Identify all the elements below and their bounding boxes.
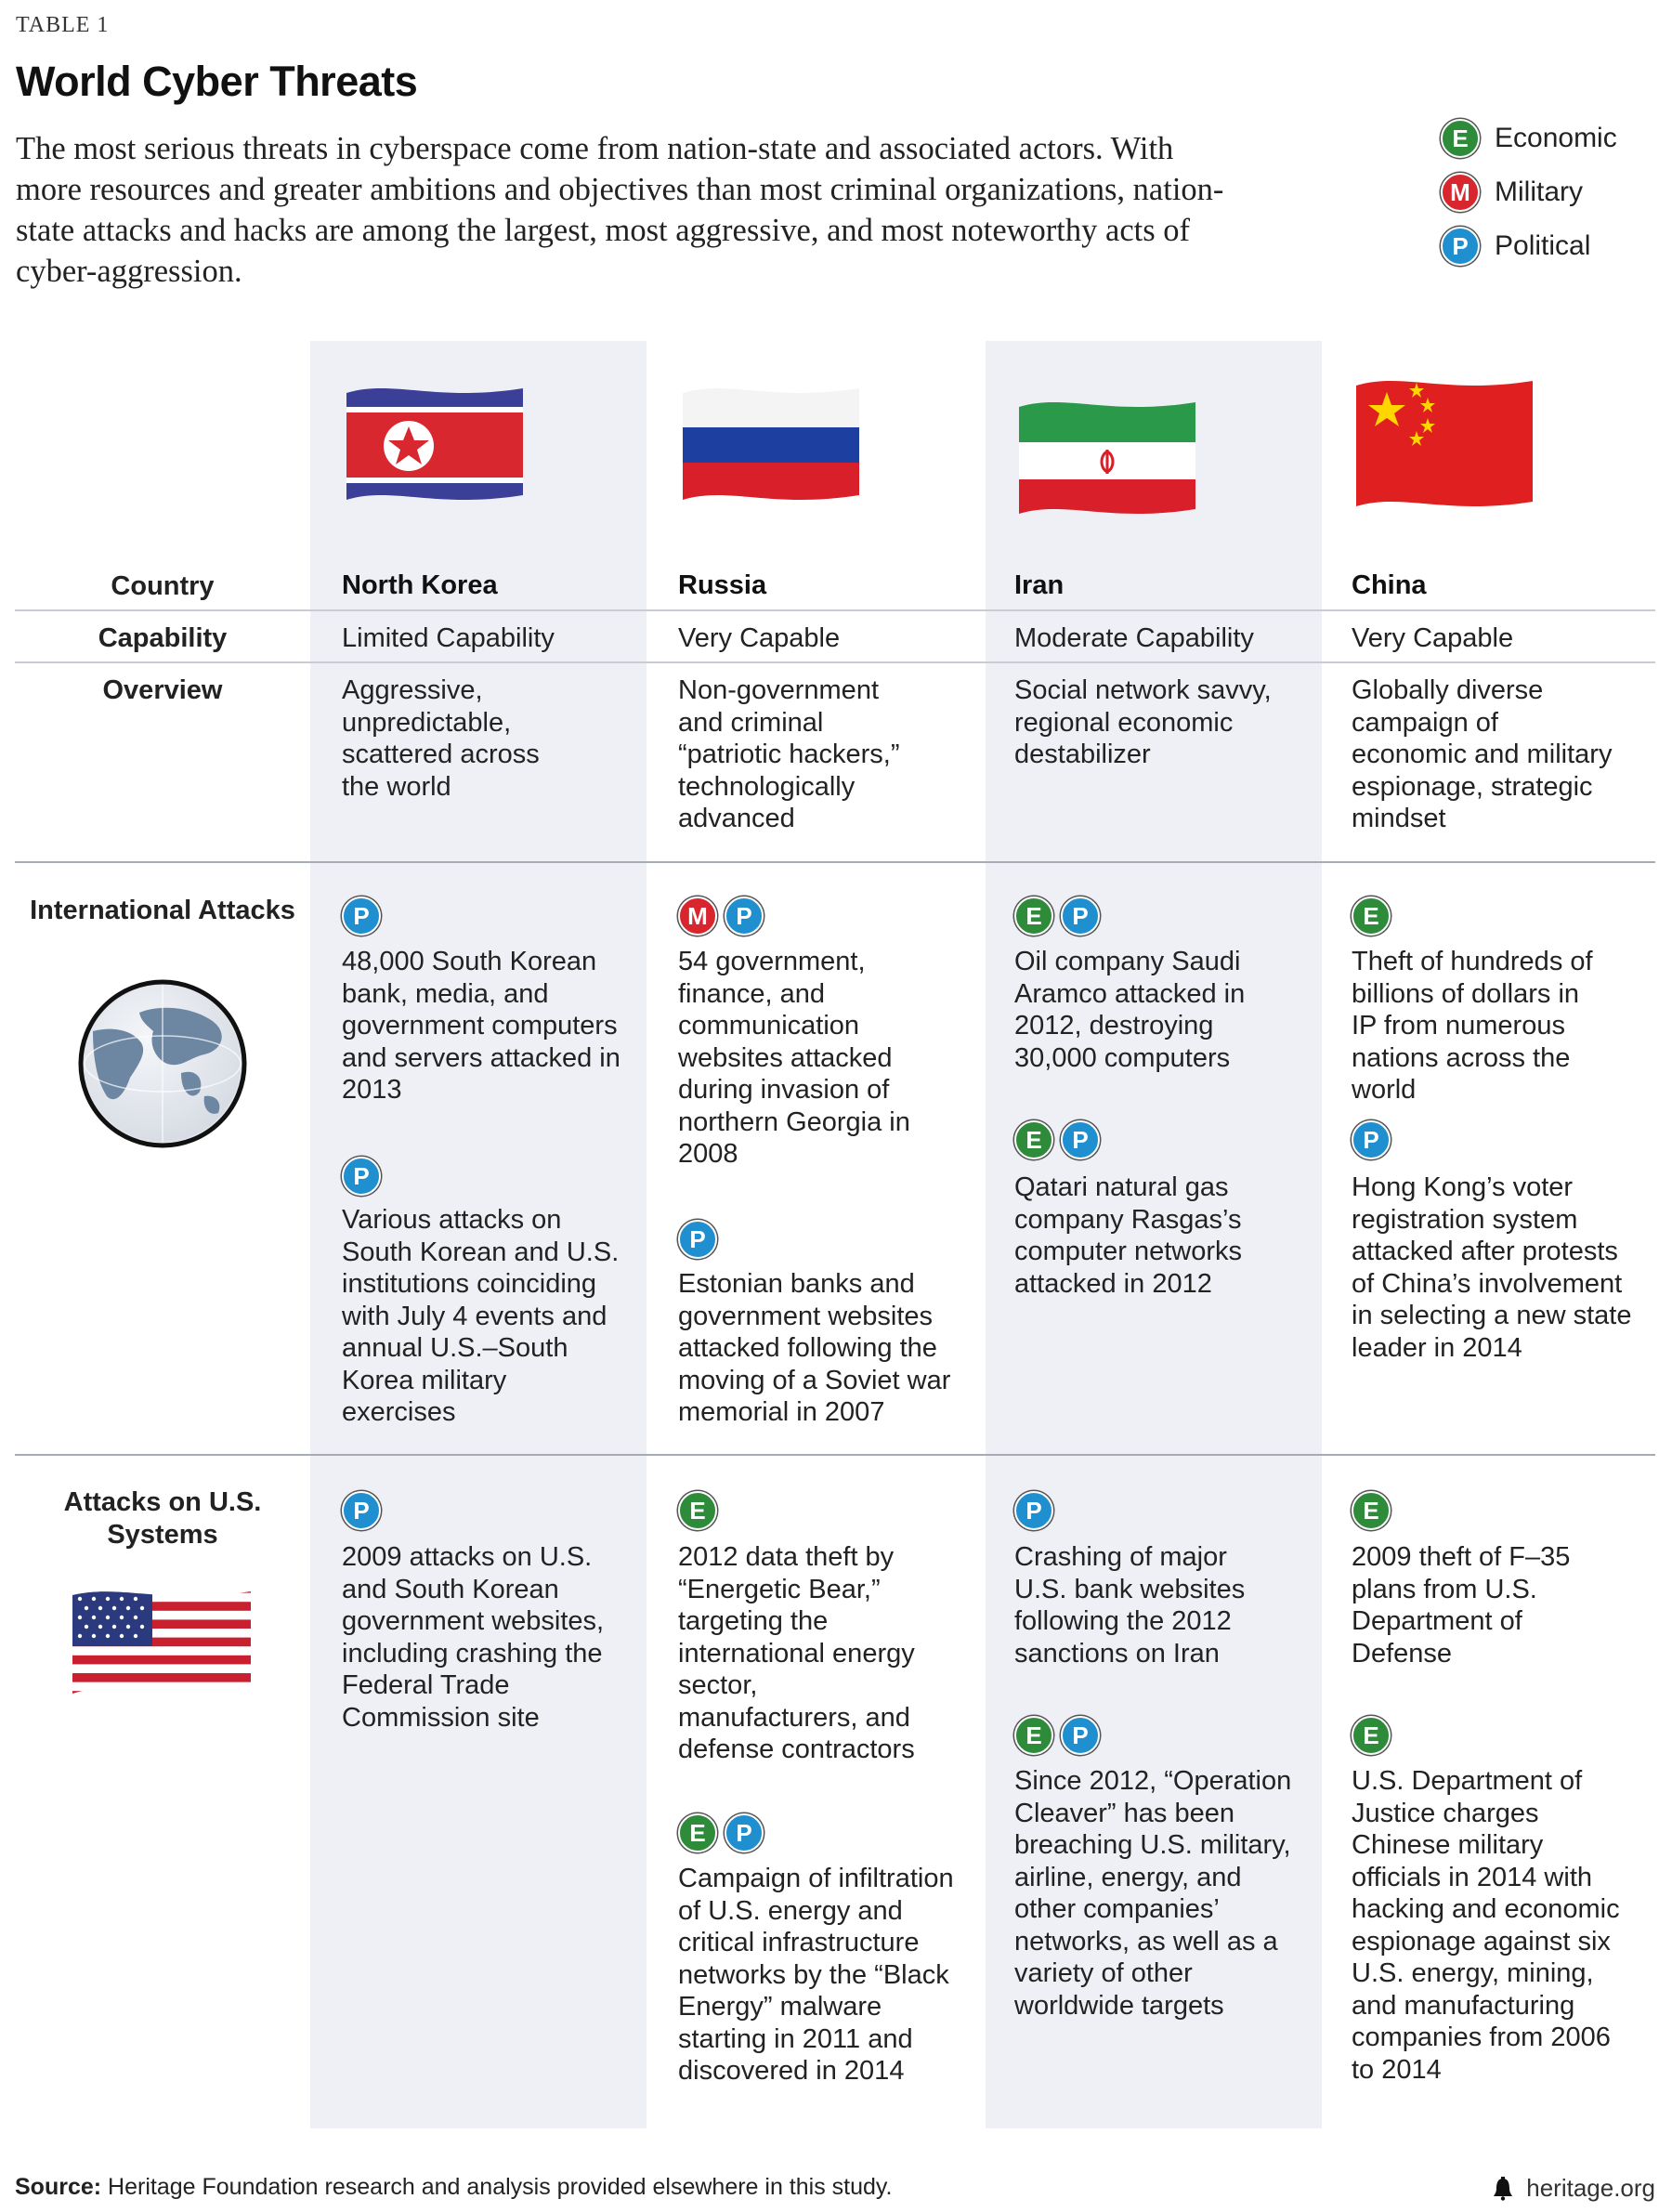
military-badge-icon: M (1441, 173, 1480, 212)
attack-description: Hong Kong’s voter registration system attacked after protests of China’s involvement in selecting a new state leader in 2014 (1352, 1172, 1632, 1363)
tag-group (1352, 1120, 1391, 1159)
row-label-international-attacks: International Attacks (30, 896, 295, 925)
tag-group (1014, 1120, 1100, 1159)
attack-description: 54 government, finance, and communication websites attacked during invasion of northern Georgia in 2008 (678, 947, 910, 1169)
economic-badge-icon: E (1014, 1120, 1053, 1159)
economic-badge-icon: E (1352, 1491, 1391, 1530)
overview-cell: Aggressive, unpredictable, scattered across the world (342, 675, 540, 802)
iran-flag-icon (1014, 379, 1200, 514)
political-badge-icon: P (1352, 1120, 1391, 1159)
tag-group (678, 1813, 764, 1852)
table-label: TABLE 1 (16, 13, 110, 37)
political-badge-icon: P (1061, 1120, 1100, 1159)
military-badge-icon: M (678, 897, 717, 936)
economic-badge-icon: E (1014, 897, 1053, 936)
political-badge-icon: P (678, 1220, 717, 1259)
section-divider (15, 861, 1655, 863)
attack-description: 48,000 South Korean bank, media, and government computers and servers attacked in 2013 (342, 947, 620, 1105)
tag-group (1352, 1491, 1391, 1530)
tag-group (678, 1220, 717, 1259)
legend-label: Economic (1495, 123, 1617, 153)
political-badge-icon: P (1441, 227, 1480, 266)
credit (1491, 2174, 1655, 2203)
row-label-us-attacks: Attacks on U.S. Systems (63, 1487, 262, 1550)
tag-group (1014, 897, 1100, 936)
attack-description: Crashing of major U.S. bank websites following the 2012 sanctions on Iran (1014, 1542, 1246, 1669)
economic-badge-icon: E (1352, 897, 1391, 936)
country-name: Russia (678, 570, 767, 600)
overview-cell: Social network savvy, regional economic destabilizer (1014, 675, 1272, 769)
economic-badge-icon: E (1014, 1716, 1053, 1755)
divider (15, 661, 1655, 663)
capability-cell: Very Capable (678, 623, 841, 653)
attack-description: Qatari natural gas company Rasgas’s computer networks attacked in 2012 (1014, 1172, 1242, 1299)
country-name: Iran (1014, 570, 1065, 600)
attack-description: Theft of hundreds of billions of dollars in IP from numerous nations across the world (1352, 947, 1593, 1105)
attack-description: Oil company Saudi Aramco attacked in 2012, destroying 30,000 computers (1014, 947, 1246, 1073)
row-label-capability: Capability (98, 623, 228, 653)
tag-group (1352, 897, 1391, 936)
attack-description: Various attacks on South Korean and U.S. institutions coinciding with July 4 events and annual U.S.–South Korea military exercises (342, 1205, 620, 1427)
tag-group (678, 1491, 717, 1530)
political-badge-icon: P (1061, 897, 1100, 936)
legend-item-political (1441, 223, 1590, 269)
north-korea-flag-icon (342, 379, 528, 514)
russia-flag-icon (678, 379, 864, 514)
country-name: North Korea (342, 570, 498, 600)
source-note (15, 2174, 893, 2201)
political-badge-icon: P (725, 897, 764, 936)
legend-item-military (1441, 169, 1583, 216)
tag-group (342, 897, 381, 936)
capability-cell: Very Capable (1352, 623, 1514, 653)
political-badge-icon: P (1061, 1716, 1100, 1755)
china-flag-icon (1352, 372, 1537, 516)
country-name: China (1352, 570, 1427, 600)
attack-description: U.S. Department of Justice charges Chinese military officials in 2014 with hacking and economic espionage against six U.S. energy, mining, and manufacturing companies from 2006 to 2014 (1352, 1766, 1620, 2085)
economic-badge-icon: E (1441, 119, 1480, 158)
political-badge-icon: P (342, 897, 381, 936)
political-badge-icon: P (342, 1491, 381, 1530)
legend-label: Political (1495, 230, 1591, 261)
section-divider (15, 1454, 1655, 1456)
attack-description: Campaign of infiltration of U.S. energy and critical infrastructure networks by the “Black Energy” malware starting in 2011 and discovered in 2014 (678, 1864, 954, 2086)
legend-label: Military (1495, 177, 1583, 207)
tag-group (1014, 1716, 1100, 1755)
row-label-country: Country (111, 571, 215, 601)
attack-description: Since 2012, “Operation Cleaver” has been breaching U.S. military, airline, energy, and other companies’ networks, as well as a variety of other worldwide targets (1014, 1766, 1292, 2021)
political-badge-icon: P (342, 1157, 381, 1196)
attack-description: 2009 attacks on U.S. and South Korean government websites, including crashing the Federal Trade Commission site (342, 1542, 605, 1733)
tag-group (342, 1157, 381, 1196)
globe-icon (74, 975, 251, 1152)
intro-paragraph: The most serious threats in cyberspace come from nation-state and associated actors. With more resources and greater ambitions and objectives than most criminal organizations, nation-state attacks and hacks are among the largest, most aggressive, and most noteworthy acts of cyber-aggression. (16, 131, 1224, 289)
tag-group (342, 1491, 381, 1530)
tag-group (678, 897, 764, 936)
attack-description: Estonian banks and government websites attacked following the moving of a Soviet war memorial in 2007 (678, 1269, 951, 1427)
economic-badge-icon: E (1352, 1716, 1391, 1755)
page-title: World Cyber Threats (16, 58, 418, 105)
overview-cell: Globally diverse campaign of economic and military espionage, strategic mindset (1352, 675, 1613, 833)
us-flag-icon (69, 1584, 255, 1700)
liberty-bell-icon (1491, 2177, 1515, 2201)
tag-group (1014, 1491, 1053, 1530)
capability-cell: Moderate Capability (1014, 623, 1254, 653)
economic-badge-icon: E (678, 1813, 717, 1852)
legend-item-economic (1441, 115, 1617, 162)
divider (15, 609, 1655, 611)
capability-cell: Limited Capability (342, 623, 555, 653)
political-badge-icon: P (725, 1813, 764, 1852)
tag-group (1352, 1716, 1391, 1755)
row-label-overview: Overview (102, 675, 223, 705)
source-label: Source: (15, 2174, 102, 2200)
overview-cell: Non-government and criminal “patriotic hackers,” technologically advanced (678, 675, 900, 833)
attack-description: 2009 theft of F–35 plans from U.S. Department of Defense (1352, 1542, 1571, 1669)
credit-text: heritage.org (1526, 2174, 1655, 2202)
economic-badge-icon: E (678, 1491, 717, 1530)
source-text: Heritage Foundation research and analysis provided elsewhere in this study. (108, 2174, 893, 2200)
political-badge-icon: P (1014, 1491, 1053, 1530)
attack-description: 2012 data theft by “Energetic Bear,” targeting the international energy sector, manufacturers, and defense contractors (678, 1542, 915, 1764)
